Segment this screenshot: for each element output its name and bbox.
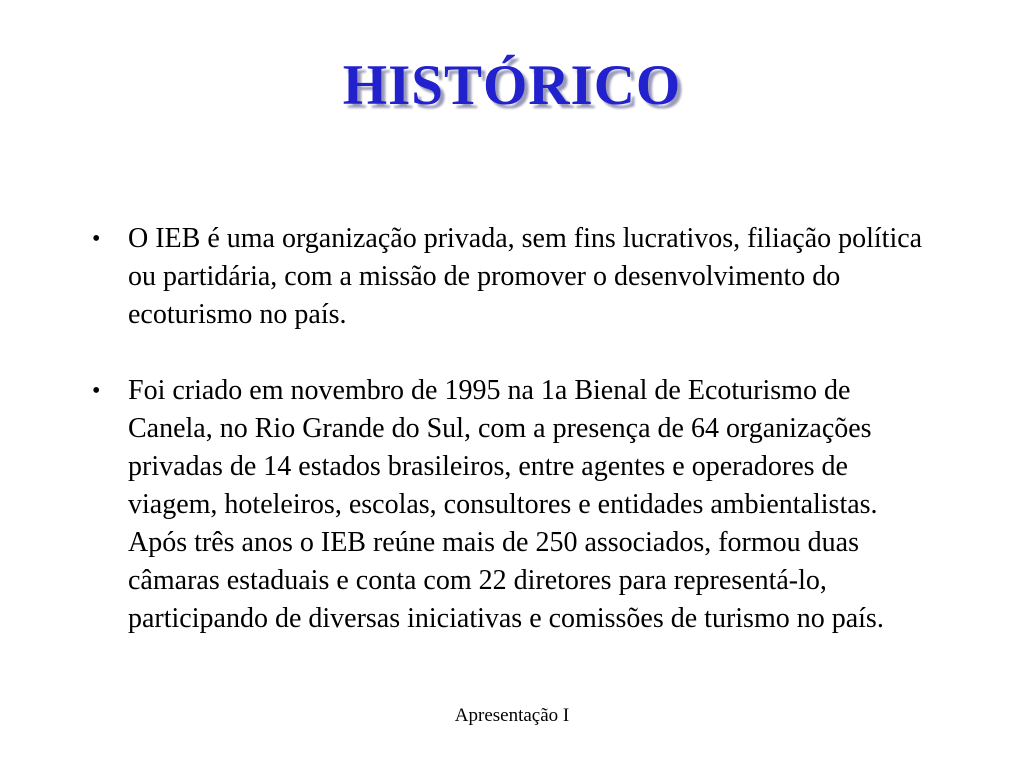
bullet-icon: • (92, 226, 101, 252)
list-item (88, 372, 940, 638)
bullet-text-1: O IEB é uma organização privada, sem fins lucrativos, filiação política ou partidária, com a missão de promover o desenvolvimento do ecoturismo no país. (128, 223, 923, 330)
slide-title: HISTÓRICO (342, 54, 682, 117)
bullet-text-2: Foi criado em novembro de 1995 na 1a Bienal de Ecoturismo de Canela, no Rio Grande do Sul, com a presença de 64 organizações privadas de 14 estados brasileiros, entre agentes e operadores de viagem, hoteleiros, escolas, consultores e entidades ambientalistas. Após três anos o IEB reúne mais de 250 associados, formou duas câmaras estaduais e conta com 22 diretores para representá-lo, participando de diversas iniciativas e comissões de turismo no país. (128, 375, 884, 634)
slide-footer: Apresentação I (454, 705, 570, 726)
list-item (88, 220, 940, 334)
slide-body (88, 220, 940, 676)
bullet-icon: • (92, 378, 101, 404)
